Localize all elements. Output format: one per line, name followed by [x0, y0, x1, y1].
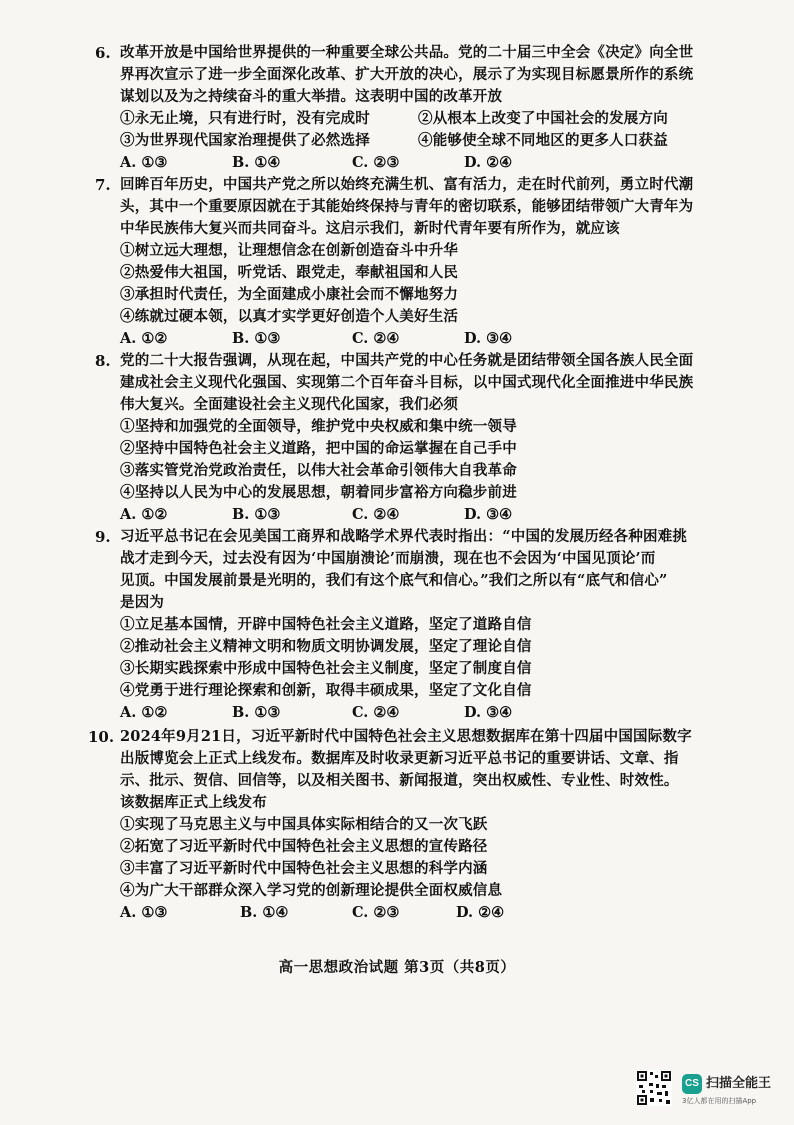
question-stem-line: 见顶。中国发展前景是光明的，我们有这个底气和信心。”我们之所以有“底气和信心” — [120, 572, 668, 589]
option-4: ④为广大干部群众深入学习党的创新理论提供全面权威信息 — [120, 882, 503, 899]
option-1: ①永无止境，只有进行时，没有完成时 — [120, 110, 370, 127]
answer-a: A. ①② — [120, 330, 168, 347]
question-stem-line: 回眸百年历史，中国共产党之所以始终充满生机、富有活力，走在时代前列，勇立时代潮 — [120, 176, 694, 193]
option-1: ①立足基本国情，开辟中国特色社会主义道路，坚定了道路自信 — [120, 616, 532, 633]
option-4: ④坚持以人民为中心的发展思想，朝着同步富裕方向稳步前进 — [120, 484, 517, 501]
camscanner-logo: CS — [682, 1074, 702, 1094]
question-stem-line: 谋划以及为之持续奋斗的重大举措。这表明中国的改革开放 — [120, 88, 503, 105]
question-stem-line: 战才走到今天，过去没有因为‘中国崩溃论’而崩溃，现在也不会因为‘中国见顶论’而 — [120, 550, 656, 567]
qr-code-icon — [636, 1070, 672, 1106]
answer-d: D. ②④ — [456, 904, 505, 921]
scanner-watermark — [636, 1066, 786, 1112]
answer-c: C. ②④ — [352, 704, 400, 721]
question-number: 8. — [95, 352, 111, 370]
answer-b: B. ①④ — [240, 904, 289, 921]
option-4: ④练就过硬本领，以真才实学更好创造个人美好生活 — [120, 308, 459, 325]
option-3: ③承担时代责任，为全面建成小康社会而不懈地努力 — [120, 286, 459, 303]
question-stem-line: 改革开放是中国给世界提供的一种重要全球公共品。党的二十届三中全会《决定》向全世 — [120, 44, 694, 61]
option-1: ①实现了马克思主义与中国具体实际相结合的又一次飞跃 — [120, 816, 488, 833]
page-footer: 高一思想政治试题 第3页（共8页） — [278, 959, 516, 976]
option-1: ①树立远大理想，让理想信念在创新创造奋斗中升华 — [120, 242, 459, 259]
answer-a: A. ①② — [120, 704, 168, 721]
option-3: ③落实管党治党政治责任，以伟大社会革命引领伟大自我革命 — [120, 462, 517, 479]
question-number: 9. — [95, 528, 111, 546]
option-1: ①坚持和加强党的全面领导，维护党中央权威和集中统一领导 — [120, 418, 517, 435]
option-2: ②从根本上改变了中国社会的发展方向 — [418, 110, 668, 127]
question-stem-line: 出版博览会上正式上线发布。数据库及时收录更新习近平总书记的重要讲话、文章、指 — [120, 750, 679, 767]
brand-name: 扫描全能王 — [706, 1076, 772, 1091]
answer-d: D. ③④ — [464, 506, 513, 523]
option-4: ④党勇于进行理论探索和创新，取得丰硕成果，坚定了文化自信 — [120, 682, 532, 699]
option-2: ②热爱伟大祖国，听党话、跟党走，奉献祖国和人民 — [120, 264, 459, 281]
answer-c: C. ②④ — [352, 330, 400, 347]
question-number: 10. — [88, 728, 115, 746]
question-stem-line: 中华民族伟大复兴而共同奋斗。这启示我们，新时代青年要有所作为，就应该 — [120, 220, 620, 237]
question-stem-line: 建成社会主义现代化强国、实现第二个百年奋斗目标，以中国式现代化全面推进中华民族 — [120, 374, 694, 391]
answer-b: B. ①③ — [232, 330, 281, 347]
answer-c: C. ②③ — [352, 904, 400, 921]
option-4: ④能够使全球不同地区的更多人口获益 — [418, 132, 668, 149]
answer-c: C. ②③ — [352, 154, 400, 171]
question-stem-line: 示、批示、贺信、回信等，以及相关图书、新闻报道，突出权威性、专业性、时效性。 — [120, 772, 679, 789]
answer-d: D. ③④ — [464, 330, 513, 347]
question-stem-line: 头，其中一个重要原因就在于其能始终保持与青年的密切联系，能够团结带领广大青年为 — [120, 198, 694, 215]
option-3: ③为世界现代国家治理提供了必然选择 — [120, 132, 370, 149]
question-number: 6. — [95, 44, 111, 62]
option-3: ③丰富了习近平新时代中国特色社会主义思想的科学内涵 — [120, 860, 488, 877]
option-2: ②推动社会主义精神文明和物质文明协调发展，坚定了理论自信 — [120, 638, 532, 655]
answer-a: A. ①② — [120, 506, 168, 523]
answer-b: B. ①③ — [232, 506, 281, 523]
answer-a: A. ①③ — [120, 904, 168, 921]
question-stem-line: 该数据库正式上线发布 — [120, 794, 267, 811]
answer-a: A. ①③ — [120, 154, 168, 171]
answer-d: D. ②④ — [464, 154, 513, 171]
brand-tagline: 3亿人都在用的扫描App — [682, 1097, 757, 1105]
question-stem-line: 2024年9月21日，习近平新时代中国特色社会主义思想数据库在第十四届中国国际数字 — [120, 728, 692, 745]
option-3: ③长期实践探索中形成中国特色社会主义制度，坚定了制度自信 — [120, 660, 532, 677]
question-stem-line: 是因为 — [120, 594, 165, 611]
answer-d: D. ③④ — [464, 704, 513, 721]
question-number: 7. — [95, 176, 111, 194]
answer-b: B. ①③ — [232, 704, 281, 721]
question-stem-line: 习近平总书记在会见美国工商界和战略学术界代表时指出：“中国的发展历经各种困难挑 — [120, 528, 688, 545]
answer-b: B. ①④ — [232, 154, 281, 171]
question-stem-line: 党的二十大报告强调，从现在起，中国共产党的中心任务就是团结带领全国各族人民全面 — [120, 352, 694, 369]
question-stem-line: 伟大复兴。全面建设社会主义现代化国家，我们必须 — [120, 396, 459, 413]
option-2: ②拓宽了习近平新时代中国特色社会主义思想的宣传路径 — [120, 838, 488, 855]
option-2: ②坚持中国特色社会主义道路，把中国的命运掌握在自己手中 — [120, 440, 517, 457]
question-stem-line: 界再次宣示了进一步全面深化改革、扩大开放的决心，展示了为实现目标愿景所作的系统 — [120, 66, 694, 83]
answer-c: C. ②④ — [352, 506, 400, 523]
